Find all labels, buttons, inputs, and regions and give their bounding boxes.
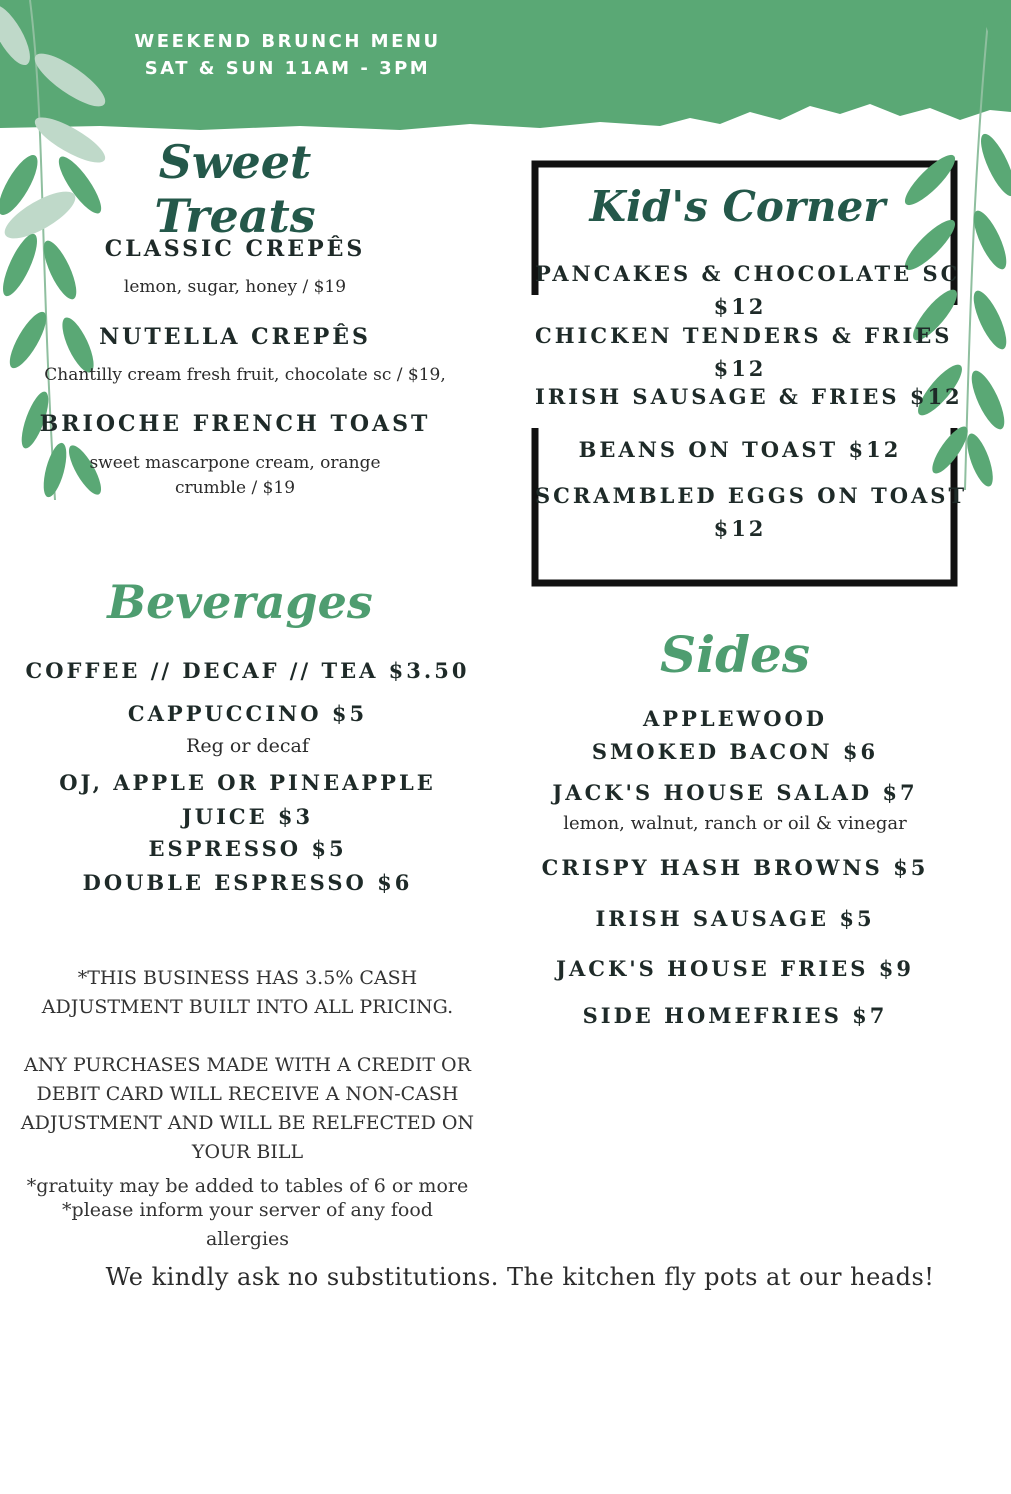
menu-item-desc: lemon, sugar, honey / $19: [123, 277, 347, 297]
menu-item-name: IRISH SAUSAGE $5: [595, 906, 875, 931]
header-title: WEEKEND BRUNCH MENU: [134, 31, 441, 52]
menu-item-name: SMOKED BACON $6: [591, 739, 879, 764]
kids-corner-title: Kid's Corner: [589, 182, 886, 231]
menu-item-name: IRISH SAUSAGE & FRIES $12: [535, 384, 963, 409]
menu-item-name: CAPPUCCINO $5: [127, 701, 368, 726]
allergy-note: allergies: [205, 1228, 290, 1250]
menu-item-desc: lemon, walnut, ranch or oil & vinegar: [563, 813, 907, 834]
menu-item-name: JACK'S HOUSE SALAD $7: [552, 780, 918, 805]
sides-title: Sides: [659, 625, 811, 684]
menu-item-name: CHICKEN TENDERS & FRIES: [535, 323, 953, 348]
sweet-treats-title: Sweet Treats: [154, 135, 316, 243]
menu-item-name: OJ, APPLE OR PINEAPPLE: [59, 770, 436, 795]
menu-item-desc: Reg or decaf: [186, 735, 309, 757]
menu-item-name: SIDE HOMEFRIES $7: [582, 1003, 888, 1028]
gratuity-note: *gratuity may be added to tables of 6 or more: [26, 1175, 469, 1197]
cash-note: *THIS BUSINESS HAS 3.5% CASH: [77, 967, 418, 989]
menu-item-desc: crumble / $19: [174, 478, 296, 498]
menu-item-name: JACK'S HOUSE FRIES $9: [556, 956, 914, 981]
menu-item-name: APPLEWOOD: [642, 706, 828, 731]
card-note: ADJUSTMENT AND WILL BE RELFECTED ON: [20, 1112, 475, 1134]
beverages-title: Beverages: [107, 575, 373, 629]
menu-item-name: JUICE $3: [181, 804, 314, 829]
card-note: YOUR BILL: [191, 1141, 304, 1163]
allergy-note: *please inform your server of any food: [62, 1199, 433, 1221]
menu-item-desc: sweet mascarpone cream, orange: [89, 453, 381, 473]
menu-item-name: CLASSIC CREPÊS: [104, 236, 366, 262]
menu-item-name: NUTELLA CREPÊS: [99, 324, 371, 350]
menu-item-name: BRIOCHE FRENCH TOAST: [39, 411, 431, 437]
menu-item-price: $12: [713, 516, 767, 541]
footer-note: We kindly ask no substitutions. The kitchen fly pots at our heads!: [105, 1263, 935, 1291]
menu-item-name: COFFEE // DECAF // TEA $3.50: [25, 658, 470, 683]
menu-item-name: PANCAKES & CHOCOLATE SC: [535, 261, 961, 286]
card-note: DEBIT CARD WILL RECEIVE A NON-CASH: [36, 1083, 459, 1105]
menu-item-price: $12: [713, 356, 767, 381]
menu-item-name: CRISPY HASH BROWNS $5: [541, 855, 929, 880]
menu-item-name: BEANS ON TOAST $12: [578, 437, 902, 462]
menu-item-desc: Chantilly cream fresh fruit, chocolate sc / $19,: [44, 365, 446, 385]
menu-item-name: DOUBLE ESPRESSO $6: [82, 870, 413, 895]
cash-note: ADJUSTMENT BUILT INTO ALL PRICING.: [41, 996, 454, 1018]
header-hours: SAT & SUN 11AM - 3PM: [144, 58, 431, 79]
menu-item-name: SCRAMBLED EGGS ON TOAST: [535, 483, 968, 508]
menu-item-price: $12: [713, 294, 767, 319]
card-note: ANY PURCHASES MADE WITH A CREDIT OR: [24, 1054, 471, 1076]
menu-item-name: ESPRESSO $5: [148, 836, 347, 861]
leaf-vine-right-icon: [880, 0, 1011, 490]
